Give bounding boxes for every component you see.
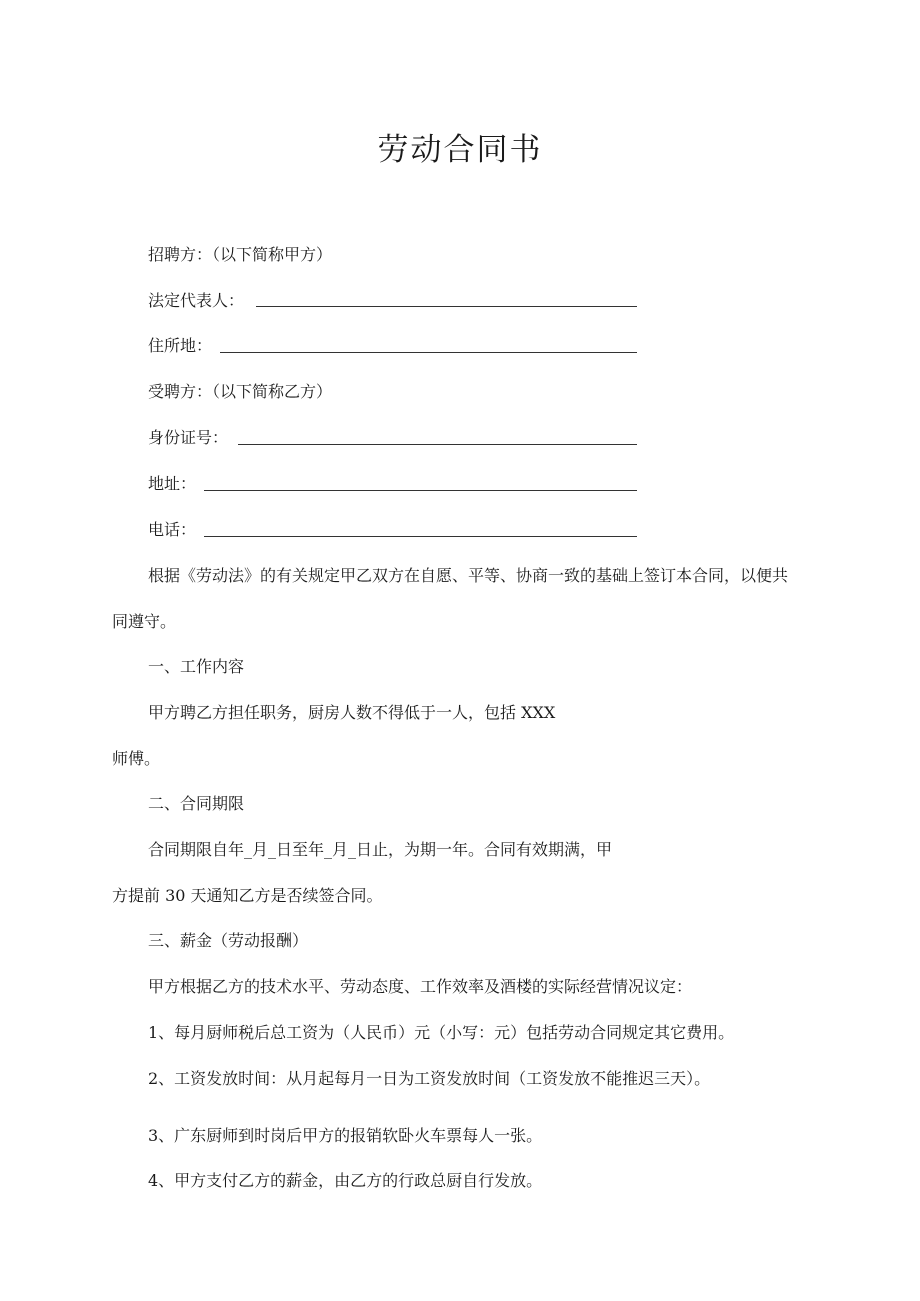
intro-paragraph-line-1: 根据《劳动法》的有关规定甲乙双方在自愿、平等、协商一致的基础上签订本合同，以便共 xyxy=(148,566,789,585)
legal-representative-label: 法定代表人： xyxy=(148,291,245,310)
salary-item-4: 4、甲方支付乙方的薪金，由乙方的行政总厨自行发放。 xyxy=(148,1171,543,1190)
id-number-label: 身份证号： xyxy=(148,428,229,447)
intro-paragraph-line-2: 同遵守。 xyxy=(112,612,177,631)
address-blank xyxy=(204,490,637,491)
contract-term-line-1: 合同期限自年_月_日至年_月_日止，为期一年。合同有效期满，甲 xyxy=(148,840,613,859)
legal-representative-blank xyxy=(256,306,637,307)
party-a-line: 招聘方：（以下简称甲方） xyxy=(148,245,333,264)
document-title: 劳动合同书 xyxy=(377,132,543,168)
domicile-label: 住所地： xyxy=(148,336,213,355)
salary-item-1: 1、每月厨师税后总工资为（人民币）元（小写：元）包括劳动合同规定其它费用。 xyxy=(148,1023,735,1042)
contract-term-line-2: 方提前 30 天通知乙方是否续签合同。 xyxy=(112,886,383,905)
address-label: 地址： xyxy=(148,474,197,493)
party-b-line: 受聘方：（以下简称乙方） xyxy=(148,382,333,401)
id-number-blank xyxy=(238,444,637,445)
salary-line-1: 甲方根据乙方的技术水平、劳动态度、工作效率及酒楼的实际经营情况议定： xyxy=(148,977,693,996)
work-content-line-1: 甲方聘乙方担任职务，厨房人数不得低于一人，包括 XXX xyxy=(148,703,556,722)
salary-item-3: 3、广东厨师到时岗后甲方的报销软卧火车票每人一张。 xyxy=(148,1126,543,1145)
salary-item-2: 2、工资发放时间：从月起每月一日为工资发放时间（工资发放不能推迟三天）。 xyxy=(148,1069,711,1088)
section-heading-salary: 三、薪金（劳动报酬） xyxy=(148,931,309,950)
section-heading-work-content: 一、工作内容 xyxy=(148,657,245,676)
phone-label: 电话： xyxy=(148,520,197,539)
phone-blank xyxy=(204,536,637,537)
section-heading-contract-term: 二、合同期限 xyxy=(148,794,245,813)
work-content-line-2: 师傅。 xyxy=(112,749,161,768)
domicile-blank xyxy=(220,352,637,353)
